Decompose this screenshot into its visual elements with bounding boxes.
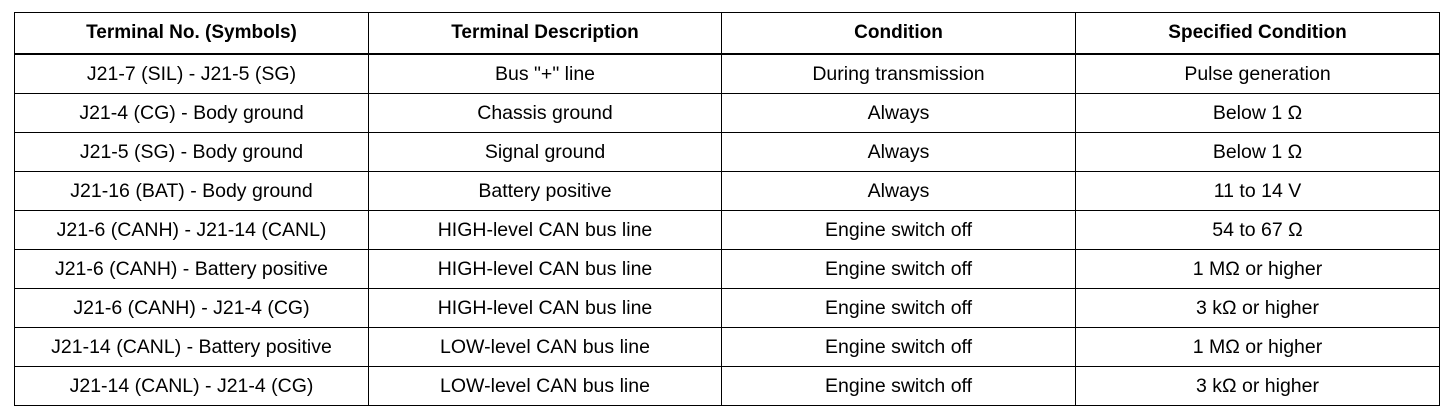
cell-terminal-description: Bus "+" line — [369, 54, 722, 94]
cell-specified-condition: Pulse generation — [1076, 54, 1440, 94]
cell-terminal-no: J21-6 (CANH) - J21-14 (CANL) — [15, 211, 369, 250]
terminal-spec-table — [14, 12, 1440, 406]
cell-specified-condition: 1 MΩ or higher — [1076, 328, 1440, 367]
cell-terminal-description: Signal ground — [369, 133, 722, 172]
cell-terminal-no: J21-6 (CANH) - J21-4 (CG) — [15, 289, 369, 328]
table-row — [15, 133, 1440, 172]
cell-terminal-description: HIGH-level CAN bus line — [369, 211, 722, 250]
cell-specified-condition: 1 MΩ or higher — [1076, 250, 1440, 289]
header-specified-condition: Specified Condition — [1076, 13, 1440, 55]
cell-condition: Engine switch off — [722, 328, 1076, 367]
cell-terminal-description: Chassis ground — [369, 94, 722, 133]
cell-condition: Engine switch off — [722, 289, 1076, 328]
cell-condition: Engine switch off — [722, 250, 1076, 289]
table-row — [15, 250, 1440, 289]
cell-condition: Engine switch off — [722, 211, 1076, 250]
cell-specified-condition: 3 kΩ or higher — [1076, 289, 1440, 328]
cell-condition: Always — [722, 94, 1076, 133]
table-header-row — [15, 13, 1440, 55]
header-condition: Condition — [722, 13, 1076, 55]
cell-terminal-no: J21-14 (CANL) - Battery positive — [15, 328, 369, 367]
header-terminal-description: Terminal Description — [369, 13, 722, 55]
cell-specified-condition: 54 to 67 Ω — [1076, 211, 1440, 250]
header-terminal-no: Terminal No. (Symbols) — [15, 13, 369, 55]
table-row — [15, 94, 1440, 133]
cell-condition: Always — [722, 133, 1076, 172]
table-row — [15, 289, 1440, 328]
cell-terminal-no: J21-7 (SIL) - J21-5 (SG) — [15, 54, 369, 94]
cell-terminal-description: Battery positive — [369, 172, 722, 211]
cell-terminal-description: HIGH-level CAN bus line — [369, 289, 722, 328]
cell-terminal-no: J21-14 (CANL) - J21-4 (CG) — [15, 367, 369, 406]
table-row — [15, 367, 1440, 406]
cell-condition: Engine switch off — [722, 367, 1076, 406]
cell-terminal-description: LOW-level CAN bus line — [369, 367, 722, 406]
cell-specified-condition: 11 to 14 V — [1076, 172, 1440, 211]
cell-terminal-no: J21-5 (SG) - Body ground — [15, 133, 369, 172]
table-row — [15, 328, 1440, 367]
cell-terminal-no: J21-16 (BAT) - Body ground — [15, 172, 369, 211]
cell-terminal-description: HIGH-level CAN bus line — [369, 250, 722, 289]
cell-condition: Always — [722, 172, 1076, 211]
cell-specified-condition: Below 1 Ω — [1076, 133, 1440, 172]
cell-terminal-description: LOW-level CAN bus line — [369, 328, 722, 367]
table-row — [15, 54, 1440, 94]
cell-terminal-no: J21-6 (CANH) - Battery positive — [15, 250, 369, 289]
cell-condition: During transmission — [722, 54, 1076, 94]
table-row — [15, 211, 1440, 250]
cell-specified-condition: 3 kΩ or higher — [1076, 367, 1440, 406]
cell-specified-condition: Below 1 Ω — [1076, 94, 1440, 133]
table-row — [15, 172, 1440, 211]
cell-terminal-no: J21-4 (CG) - Body ground — [15, 94, 369, 133]
